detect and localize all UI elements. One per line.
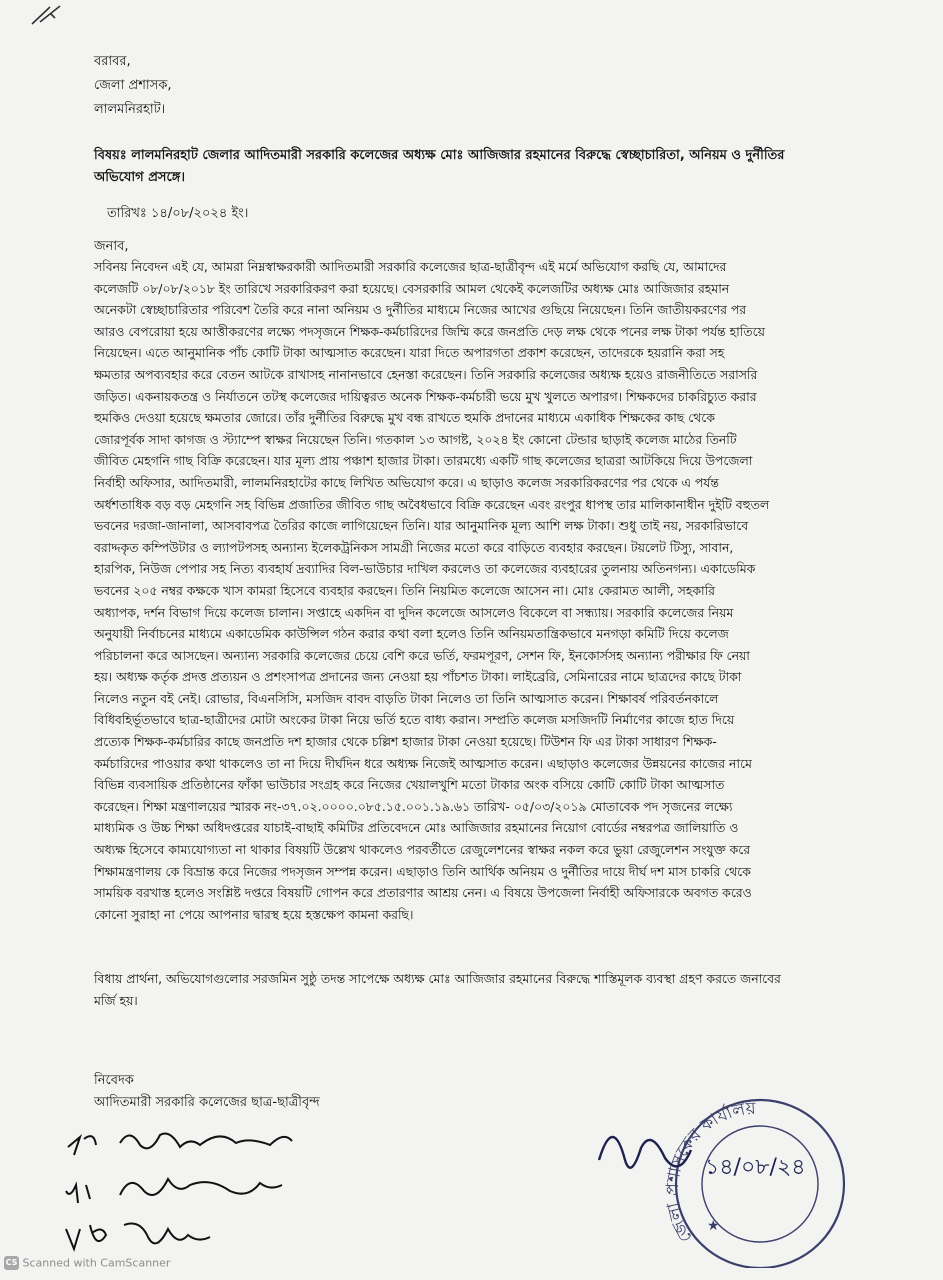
official-stamp [595, 1088, 885, 1268]
recipient-line: জেলা প্রশাসক, [94, 78, 172, 93]
camscanner-watermark [4, 1256, 170, 1270]
letter-date: তারিখঃ ১৪/০৮/২০২৪ ইং। [107, 206, 249, 221]
body-line: নির্বাহী অফিসার, আদিতমারী, লালমনিরহাটের কাছে লিখিত অভিযোগ করে। এ ছাড়াও কলেজ সরকারিকরণের পর থেকে এ পর্যন্ত [94, 474, 719, 490]
stamp-text: জেলা প্রশাসকের কার্যালয় [662, 1098, 757, 1246]
sender-line: নিবেদক [94, 1073, 134, 1088]
body-line: অনেকটা স্বেচ্ছাচারিতার পরিবেশ তৈরি করে নানা অনিয়ম ও দুর্নীতির মাধ্যমে নিজের আখের গুছিয়ে নিয়েছেন। তিনি জাতীয়করণের পর [94, 302, 747, 318]
subject-block [94, 145, 894, 189]
body-line: নিলেও নতুন বই নেই। রোভার, বিএনসিসি, মসজিদ বাবদ বাড়তি টাকা নিলেও তা তিনি আত্মসাত করেন। শিক্ষাবর্ষ পরিবর্তনকালে [94, 690, 719, 706]
body-line: ক্ষমতার অপব্যবহার করে বেতন আটকে রাখাসহ নানানভাবে হেনস্তা করেছেন। তিনি সরকারি কলেজের অধ্যক্ষ হয়েও রাজনীতিতে সরাসরি [94, 366, 758, 382]
body-line: বিভিন্ন ব্যবসায়িক প্রতিষ্ঠানের ফাঁকা ভাউচার সংগ্রহ করে নিজের খেয়ালখুশি মতো টাকার অংক বসিয়ে কোটি কোটি টাকা আত্মসাত [94, 777, 725, 793]
body-line: শিক্ষামন্ত্রণালয় কে বিভ্রান্ত করে নিজের পদসৃজন সম্পন্ন করেন। এছাড়াও তিনি আর্থিক অনিয়ম ও দুর্নীতির দায়ে দীর্ঘ দশ মাস চাকরি থেকে [94, 863, 751, 879]
body-line: প্রত্যেক শিক্ষক-কর্মচারির কাছে জনপ্রতি দশ হাজার থেকে চল্লিশ হাজার টাকা নেওয়া হয়েছে। টিউশন ফি এর টাকা সাধারণ শিক্ষক- [94, 734, 717, 750]
recipient-block [94, 50, 894, 122]
body-line: বিধায় প্রার্থনা, অভিযোগগুলোর সরজমিন সুষ্ঠু তদন্ত সাপেক্ষে অধ্যক্ষ মোঃ আজিজার রহমানের বিরুদ্ধে শাস্তিমূলক ব্যবস্থা গ্রহণ করতে জনাবের [94, 971, 781, 986]
body-line: করেছেন। শিক্ষা মন্ত্রণালয়ের স্মারক নং-৩৭.০২.০০০০.০৮৫.১৫.০০১.১৯.৬১ তারিখ- ০৫/০৩/২০১৯ মোতাবেক পদ সৃজনের লক্ষ্যে [94, 798, 733, 814]
body-line: অনুযায়ী নির্বাচনের মাধ্যমে একাডেমিক কাউন্সিল গঠন করার কথা বলা হলেও তিনি অনিয়মতান্ত্রিকভাবে মনগড়া কমিটি দিয়ে কলেজ [94, 626, 729, 642]
body-line: সবিনয় নিবেদন এই যে, আমরা নিম্নস্বাক্ষরকারী আদিতমারী সরকারি কলেজের ছাত্র-ছাত্রীবৃন্দ এই মর্মে অভিযোগ করছি যে, আমাদের [94, 259, 727, 274]
subject-line: অভিযোগ প্রসঙ্গে। [94, 170, 185, 185]
body-line: কলেজটি ০৮/০৮/২০১৮ ইং তারিখে সরকারিকরণ করা হয়েছে। বেসরকারি আমল থেকেই কলেজটির অধ্যক্ষ মোঃ আজিজার রহমান [94, 280, 730, 296]
stamp-date: ১৪/০৮/২৪ [705, 1155, 806, 1180]
camscanner-text: Scanned with CamScanner [22, 1256, 171, 1270]
stamp-star-icon: ★ [707, 1218, 720, 1234]
body-line: জীবিত মেহগনি গাছ বিক্রি করেছেন। যার মূল্য প্রায় পঞ্চাশ হাজার টাকা। তারমধ্যে একটি গাছ কলেজের ছাত্ররা আটকিয়ে দিয়ে উপজেলা [94, 453, 753, 469]
body-line: হুমকিও দেওয়া হয়েছে ক্ষমতার জোরে। তাঁর দুর্নীতির বিরুদ্ধে মুখ বন্ধ রাখতে হুমকি প্রদানের মাধ্যমে একাধিক শিক্ষকের কাছ থেকে [94, 410, 715, 426]
body-line: কোনো সুরাহা না পেয়ে আপনার দ্বারস্থ হয়ে হস্তক্ষেপ কামনা করছি। [94, 906, 414, 922]
body-line: হয়। অধ্যক্ষ কর্তৃক প্রদত্ত প্রত্যয়ন ও প্রশংসাপত্র প্রদানের জন্য নেওয়া হয় পাঁচশত টাকা। লাইব্রেরি, সেমিনারের নামে ছাত্রদের কাছে টাকা [94, 669, 742, 685]
closing-paragraph [94, 968, 894, 1011]
body-line: বরাদ্দকৃত কম্পিউটার ও ল্যাপটপসহ অন্যান্য ইলেকট্রনিকস সামগ্রী নিজের মতো করে বাড়িতে ব্যবহার করছেন। টয়লেট টিস্যু, সাবান, [94, 539, 734, 555]
body-line: বিধিবহির্ভূতভাবে ছাত্র-ছাত্রীদের মোটা অংকের টাকা নিয়ে ভর্তি হতে বাধ্য করান। সম্প্রতি কলেজ মসজিদটি নির্মাণের কাজে হাত দিয়ে [94, 712, 735, 728]
student-signatures [60, 1125, 340, 1265]
subject-line: বিষয়ঃ লালমনিরহাট জেলার আদিতমারী সরকারি কলেজের অধ্যক্ষ মোঃ আজিজার রহমানের বিরুদ্ধে স্বেচ্ছাচারিতা, অনিয়ম ও দুর্নীতির [94, 148, 785, 163]
pen-mark [28, 4, 68, 28]
body-line: অধ্যাপক, দর্শন বিভাগ দিয়ে কলেজ চালান। সপ্তাহে একদিন বা দুদিন কলেজে আসলেও বিকেলে বা সন্ধ্যায়। সরকারি কলেজের নিয়ম [94, 604, 734, 620]
body-line: জড়িত। একনায়কতন্ত্র ও নির্যাতনে তটস্থ কলেজের দায়িত্বরত অনেক শিক্ষক-কর্মচারী ভয়ে মুখ খুলতে অপারগ। শিক্ষকদের চাকরিচ্যুত করার [94, 388, 757, 404]
body-line: আরও বেপরোয়া হয়ে আত্তীকরণের লক্ষ্যে পদসৃজনে শিক্ষক-কর্মচারিদের জিম্মি করে জনপ্রতি দেড় লক্ষ থেকে পনের লক্ষ টাকা পর্যন্ত হাতিয়ে [94, 323, 765, 339]
body-line: অধ্যক্ষ হিসেবে কাম্যযোগ্যতা না থাকার বিষয়টি উল্লেখ থাকলেও পরবর্তীতে রেজুলেশনের স্বাক্ষর নকল করে ভুয়া রেজুলেশন সংযুক্ত করে [94, 842, 751, 858]
body-line: ভবনের ২০৫ নম্বর কক্ষকে খাস কামরা হিসেবে ব্যবহার করছেন। তিনি নিয়মিত কলেজে আসেন না। মোঃ কেরামত আলী, সহকারি [94, 582, 715, 598]
camscanner-badge-icon: CS [4, 1256, 19, 1270]
body-line: ভবনের দরজা-জানালা, আসবাবপত্র তৈরির কাজে লাগিয়েছেন তিনি। যার আনুমানিক মূল্য আশি লক্ষ টাকা। শুধু তাই নয়, সরকারিভাবে [94, 518, 749, 534]
body-line: পরিচালনা করে আসছেন। অন্যান্য সরকারি কলেজের চেয়ে বেশি করে ভর্তি, ফরমপূরণ, সেশন ফি, ইনকোর্সসহ অন্যান্য পরীক্ষার ফি নেয়া [94, 647, 750, 663]
body-line: কর্মচারিদের পাওয়ার কথা থাকলেও তা না দিয়ে দীর্ঘদিন ধরে অধ্যক্ষ নিজেই আত্মসাত করেন। এছাড়াও কলেজের উন্নয়নের কাজের নামে [94, 755, 752, 771]
body-line: হারপিক, নিউজ পেপার সহ নিত্য ব্যবহার্য দ্রব্যাদির বিল-ভাউচার দাখিল করলেও তা কলেজের ব্যবহারের তুলনায় অতিনগন্য। একাডেমিক [94, 561, 756, 577]
body-line: নিয়েছেন। এতে আনুমানিক পাঁচ কোটি টাকা আত্মসাত করেছেন। যারা দিতে অপারগতা প্রকাশ করেছেন, তাদেরকে হয়রানি করা সহ [94, 345, 725, 361]
body-line: মাধ্যমিক ও উচ্চ শিক্ষা অধিদপ্তরের যাচাই-বাছাই কমিটির প্রতিবেদনে মোঃ আজিজার রহমানের নিয়োগ বোর্ডের নম্বরপত্র জালিয়াতি ও [94, 820, 739, 836]
body-line: সাময়িক বরখাস্ত হলেও সংশ্লিষ্ট দপ্তরে বিষয়টি গোপন করে প্রতারণার আশ্রয় নেন। এ বিষয়ে উপজেলা নির্বাহী অফিসারকে অবগত করেও [94, 885, 752, 901]
recipient-line: লালমনিরহাট। [94, 102, 166, 117]
body-line: অর্ধশতাধিক বড় বড় মেহগনি সহ বিভিন্ন প্রজাতির জীবিত গাছ অবৈধভাবে বিক্রি করেছেন এবং রংপুর ধাপস্থ তার মালিকানাধীন দুইটি বহুতল [94, 496, 770, 512]
letter-body [94, 256, 894, 925]
salutation: জনাব, [94, 239, 129, 254]
body-line: জোরপূর্বক সাদা কাগজ ও স্ট্যাম্পে স্বাক্ষর নিয়েছেন তিনি। গতকাল ১৩ আগষ্ট, ২০২৪ ইং কোনো টেন্ডার ছাড়াই কলেজ মাঠের তিনটি [94, 431, 737, 447]
recipient-line: বরাবর, [94, 54, 131, 69]
body-line: মর্জি হয়। [94, 992, 138, 1008]
sender-line: আদিতমারী সরকারি কলেজের ছাত্র-ছাত্রীবৃন্দ [94, 1095, 320, 1110]
